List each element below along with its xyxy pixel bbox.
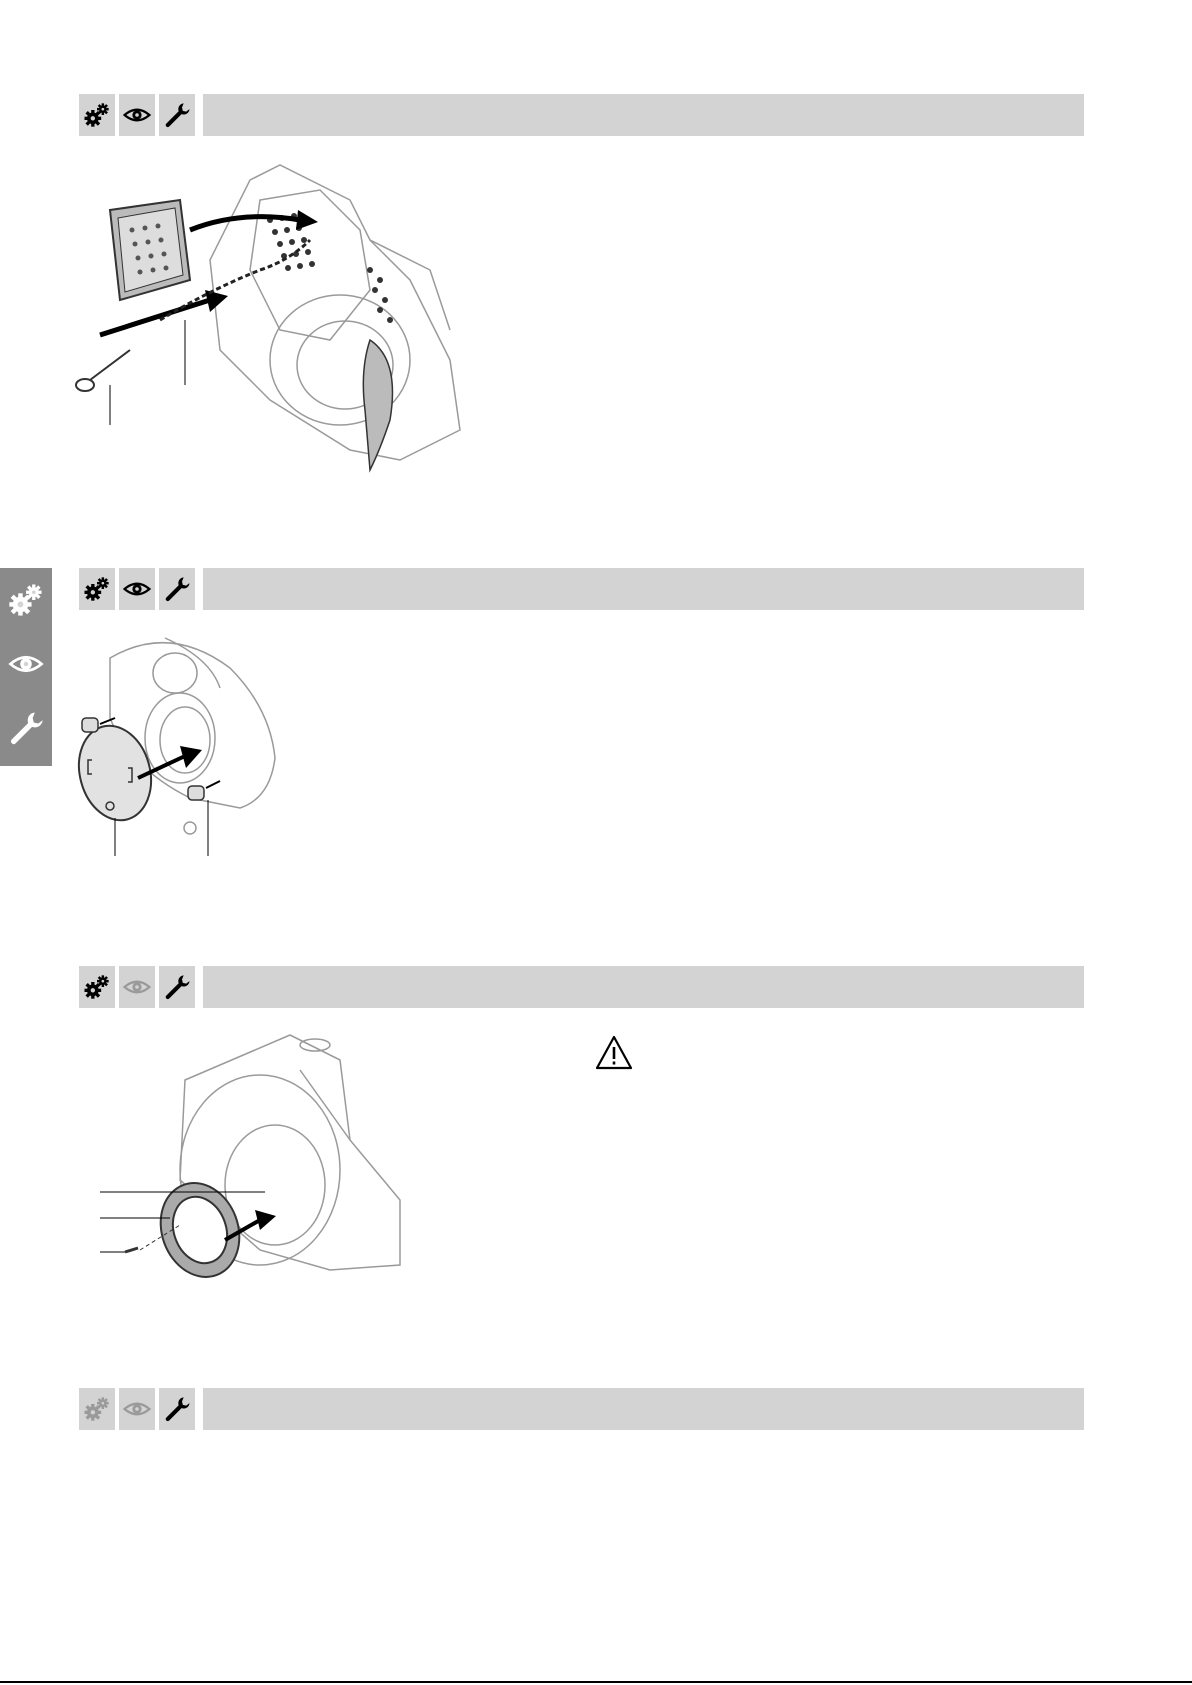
figure-flange-gasket xyxy=(100,1030,430,1290)
gears-icon xyxy=(79,966,115,1008)
footer-rule xyxy=(0,1681,1192,1683)
eye-icon xyxy=(119,568,155,610)
gears-icon xyxy=(79,94,115,136)
section-header-4 xyxy=(79,1388,1084,1430)
wrench-icon xyxy=(159,966,195,1008)
warning-icon xyxy=(594,1034,634,1072)
wrench-icon xyxy=(159,1388,195,1430)
wrench-icon xyxy=(159,94,195,136)
figure-cover-removal xyxy=(70,628,290,858)
header-bar xyxy=(203,1388,1084,1430)
section-header-2 xyxy=(79,568,1084,610)
section-header-3 xyxy=(79,966,1084,1008)
eye-icon xyxy=(6,644,46,684)
header-bar xyxy=(203,94,1084,136)
header-bar xyxy=(203,966,1084,1008)
gears-icon xyxy=(79,1388,115,1430)
wrench-icon xyxy=(159,568,195,610)
section-header-1 xyxy=(79,94,1084,136)
figure-turbulator-removal xyxy=(70,160,490,480)
eye-icon xyxy=(119,966,155,1008)
wrench-icon xyxy=(6,708,46,748)
gears-icon xyxy=(6,580,46,620)
side-tab xyxy=(0,568,52,766)
header-bar xyxy=(203,568,1084,610)
gears-icon xyxy=(79,568,115,610)
eye-icon xyxy=(119,1388,155,1430)
eye-icon xyxy=(119,94,155,136)
